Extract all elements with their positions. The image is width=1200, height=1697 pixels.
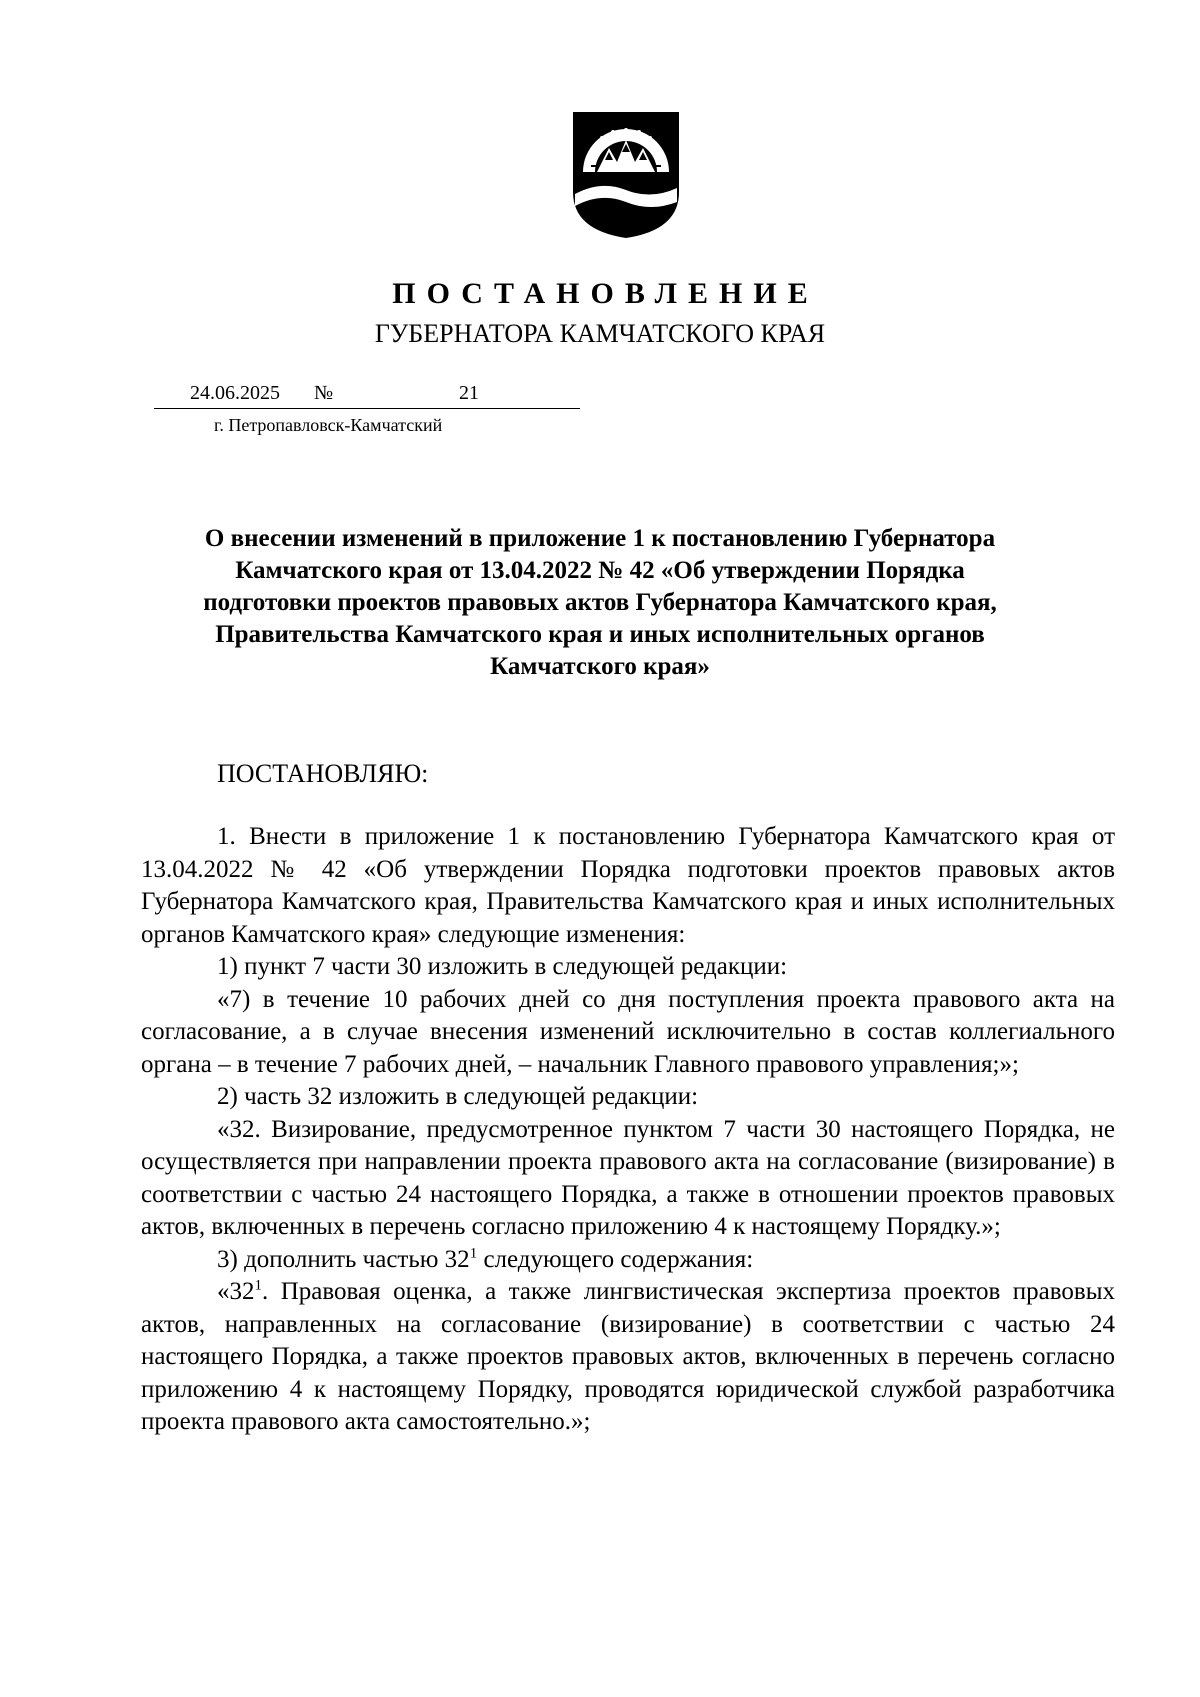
paragraph-6-text-end: следующего содержания:	[477, 1245, 754, 1273]
document-body	[141, 821, 1115, 1439]
paragraph-6	[141, 1244, 1115, 1277]
paragraph-6-text: 3) дополнить частью 32	[217, 1245, 470, 1273]
document-number: 21	[459, 382, 479, 404]
document-title: О внесении изменений в приложение 1 к постановлению Губернатора Камчатского края от 13.04.2022 № 42 «Об утверждении Порядка подготовки проектов правовых актов Губернатора Камчатского края, Правительства Камчатского края и иных исполнительных органов Камчатского края»	[203, 525, 997, 680]
date-number-line	[154, 380, 580, 409]
paragraph-4: 2) часть 32 изложить в следующей редакции:	[217, 1083, 699, 1110]
city-name: г. Петропавловск-Камчатский	[214, 415, 443, 435]
paragraph-7	[141, 1276, 1115, 1439]
paragraph-7-text: «32	[217, 1278, 255, 1305]
superscript: 1	[469, 1245, 478, 1262]
document-date: 24.06.2025	[190, 382, 280, 404]
superscript: 1	[254, 1277, 262, 1294]
kamchatka-coat-of-arms-icon	[571, 110, 681, 240]
document-type-heading: ПОСТАНОВЛЕНИЕ	[392, 277, 819, 310]
paragraph-5: «32. Визирование, предусмотренное пунктом 7 части 30 настоящего Порядка, не осуществляется при направлении проекта правового акта на согласование (визирование) в соответствии с частью 24 настоящего Порядка, а также в отношении проектов правовых актов, включенных в перечень согласно приложению 4 к настоящему Порядку.»;	[141, 1115, 1115, 1240]
number-sign: №	[314, 382, 334, 404]
paragraph-2: 1) пункт 7 части 30 изложить в следующей редакции:	[217, 953, 788, 980]
issuer-heading: ГУБЕРНАТОРА КАМЧАТСКОГО КРАЯ	[374, 319, 826, 348]
paragraph-1: 1. Внести в приложение 1 к постановлению Губернатора Камчатского края от 13.04.2022 № 42 «Об утверждении Порядка подготовки проектов правовых актов Губернатора Камчатского края, Правительства Камчатского края и иных исполнительных органов Камчатского края» следующие изменения:	[141, 823, 1115, 948]
paragraph-3: «7) в течение 10 рабочих дней со дня поступления проекта правового акта на согласование, а в случае внесения изменений исключительно в состав коллегиального органа – в течение 7 рабочих дней, – начальник Главного правового управления;»;	[141, 985, 1115, 1078]
resolve-heading: ПОСТАНОВЛЯЮ:	[217, 759, 429, 788]
paragraph-7-text-end: . Правовая оценка, а также лингвистическая экспертиза проектов правовых актов, направленных на согласование (визирование) в соответствии с частью 24 настоящего Порядка, а также проектов правовых актов, включенных в перечень согласно приложению 4 к настоящему Порядку, проводятся юридической службой разработчика проекта правового акта самостоятельно.»;	[141, 1278, 1115, 1435]
